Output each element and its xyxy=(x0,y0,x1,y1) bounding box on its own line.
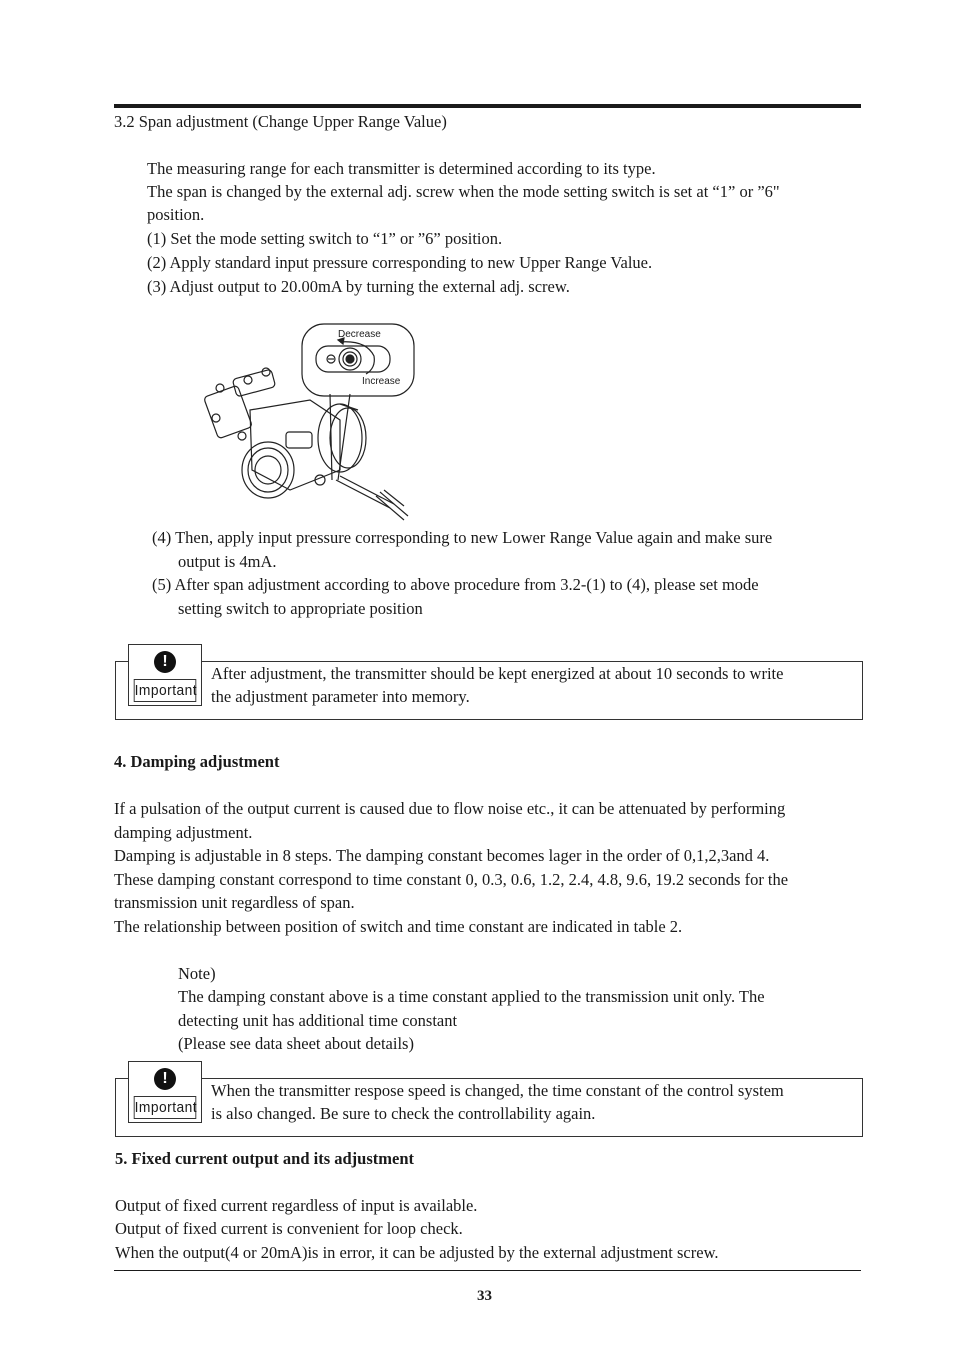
damping-line: damping adjustment. xyxy=(114,823,253,842)
step-5-continued: setting switch to appropriate position xyxy=(178,599,423,618)
fixed-current-heading: 5. Fixed current output and its adjustment xyxy=(115,1149,415,1168)
paragraph-line: position. xyxy=(147,205,205,224)
exclamation-icon: ! xyxy=(154,1068,176,1090)
important-badge xyxy=(128,1061,202,1123)
step-2: (2) Apply standard input pressure corresponding to new Upper Range Value. xyxy=(147,253,653,272)
damping-line: If a pulsation of the output current is caused due to flow noise etc., it can be attenuated by performing xyxy=(114,799,786,818)
decrease-label: Decrease xyxy=(338,329,381,340)
important-badge xyxy=(128,644,202,706)
important-label: Important xyxy=(134,679,197,702)
step-5: (5) After span adjustment according to above procedure from 3.2-(1) to (4), please set mode xyxy=(152,575,759,594)
damping-line: transmission unit regardless of span. xyxy=(114,893,355,912)
note-line: The damping constant above is a time constant applied to the transmission unit only. The xyxy=(178,987,765,1006)
damping-line: The relationship between position of switch and time constant are indicated in table 2. xyxy=(114,917,683,936)
fixed-current-line: Output of fixed current is convenient for loop check. xyxy=(115,1219,463,1238)
paragraph-line: The measuring range for each transmitter is determined according to its type. xyxy=(147,159,656,178)
note-label: Note) xyxy=(178,964,216,983)
step-3: (3) Adjust output to 20.00mA by turning the external adj. screw. xyxy=(147,277,570,296)
important-text-line: When the transmitter respose speed is changed, the time constant of the control system xyxy=(211,1081,784,1100)
section-title: 3.2 Span adjustment (Change Upper Range Value) xyxy=(114,112,447,131)
step-4: (4) Then, apply input pressure corresponding to new Lower Range Value again and make sure xyxy=(152,528,773,547)
transmitter-illustration xyxy=(190,320,430,525)
paragraph-line: The span is changed by the external adj. screw when the mode setting switch is set at “1” or ”6" xyxy=(147,182,780,201)
bottom-rule xyxy=(114,1270,861,1271)
transmitter-figure xyxy=(190,320,430,525)
fixed-current-line: Output of fixed current regardless of input is available. xyxy=(115,1196,478,1215)
damping-line: Damping is adjustable in 8 steps. The damping constant becomes lager in the order of 0,1,2,3and 4. xyxy=(114,846,770,865)
important-text-line: is also changed. Be sure to check the controllability again. xyxy=(211,1104,596,1123)
step-1: (1) Set the mode setting switch to “1” or ”6” position. xyxy=(147,229,503,248)
note-line: detecting unit has additional time constant xyxy=(178,1011,458,1030)
important-text-line: After adjustment, the transmitter should be kept energized at about 10 seconds to write xyxy=(211,664,784,683)
fixed-current-line: When the output(4 or 20mA)is in error, it can be adjusted by the external adjustment screw. xyxy=(115,1243,719,1262)
increase-label: Increase xyxy=(362,376,401,387)
note-line: (Please see data sheet about details) xyxy=(178,1034,414,1053)
damping-heading: 4. Damping adjustment xyxy=(114,752,280,771)
page-number: 33 xyxy=(477,1288,492,1304)
important-text-line: the adjustment parameter into memory. xyxy=(211,687,470,706)
damping-line: These damping constant correspond to time constant 0, 0.3, 0.6, 1.2, 2.4, 4.8, 9.6, 19.2 seconds for the xyxy=(114,870,789,889)
important-label: Important xyxy=(134,1096,197,1119)
exclamation-icon: ! xyxy=(154,651,176,673)
top-rule xyxy=(114,104,861,108)
step-4-continued: output is 4mA. xyxy=(178,552,277,571)
